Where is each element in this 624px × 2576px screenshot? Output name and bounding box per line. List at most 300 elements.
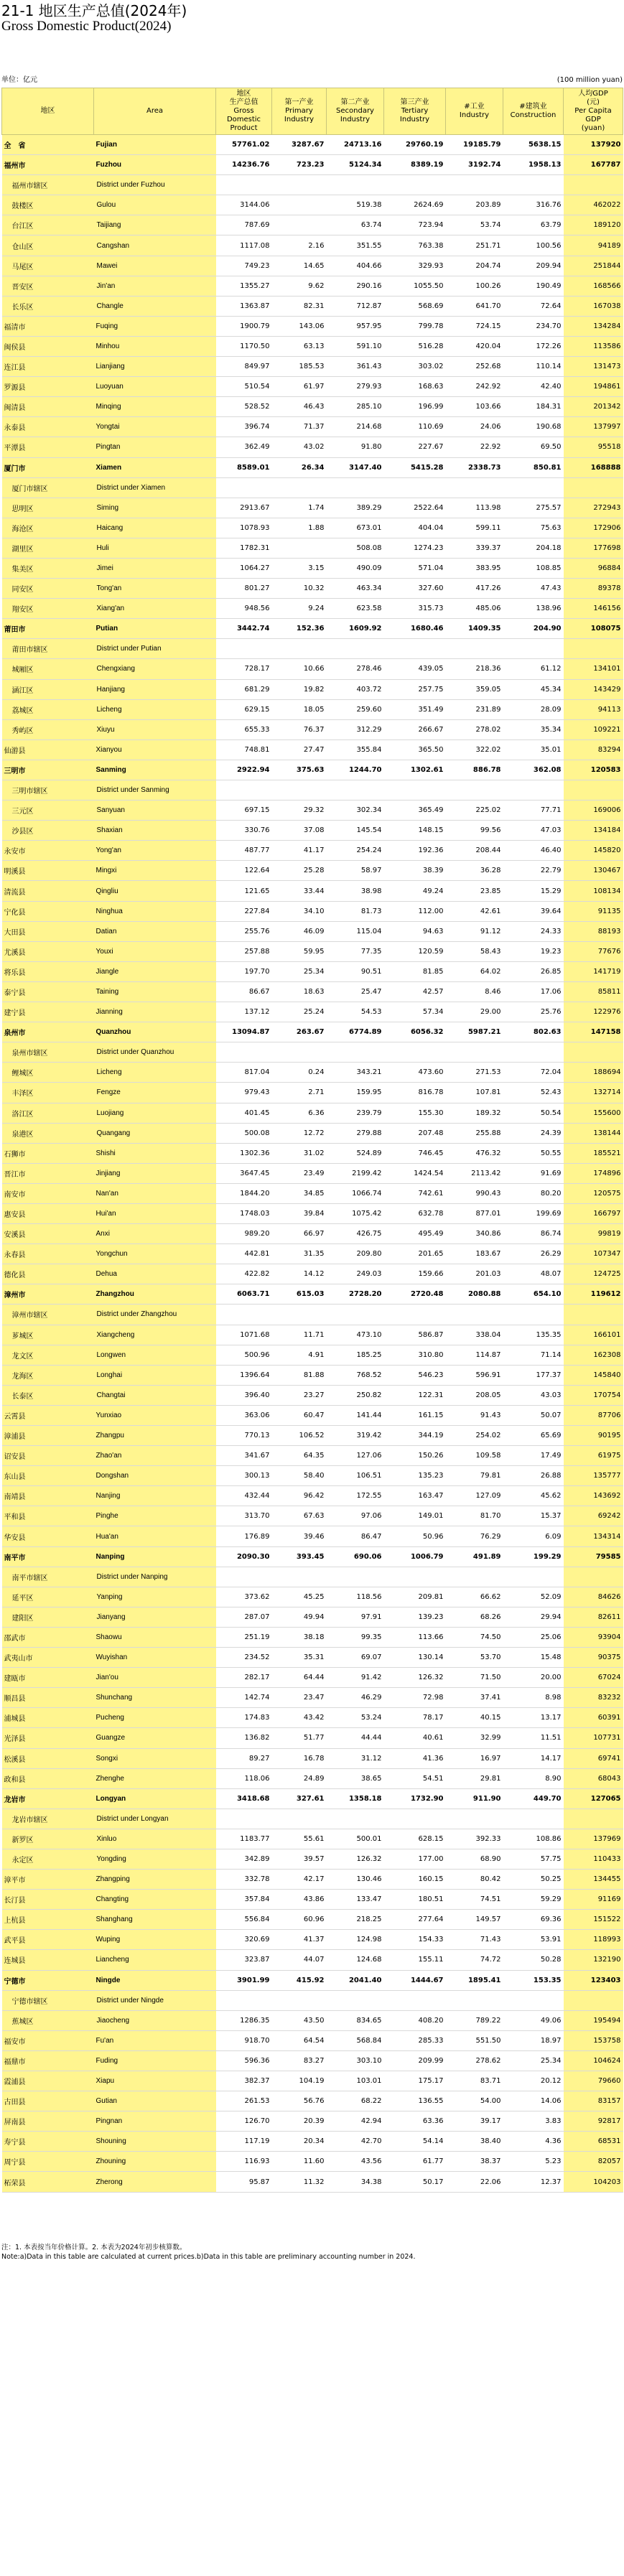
secondary-value: 2199.42 — [327, 1163, 384, 1183]
area-name-en: Jinjiang — [94, 1163, 216, 1183]
area-name-cn: 全 省 — [2, 135, 94, 155]
primary-value: 10.32 — [272, 579, 327, 599]
area-name-en: Sanming — [94, 760, 216, 780]
area-name-en: Mingxi — [94, 861, 216, 881]
gdp-value: 2913.67 — [216, 498, 272, 518]
per-capita-value: 60391 — [564, 1708, 623, 1728]
primary-value: 14.65 — [272, 256, 327, 276]
tertiary-value: 163.47 — [384, 1486, 446, 1506]
industry-value: 36.28 — [446, 861, 503, 881]
industry-value: 38.40 — [446, 2132, 503, 2152]
gdp-value: 3418.68 — [216, 1788, 272, 1809]
construction-value: 91.69 — [503, 1163, 564, 1183]
secondary-value: 38.98 — [327, 881, 384, 901]
table-row — [2, 296, 623, 316]
construction-value — [503, 1567, 564, 1587]
unit-row — [1, 76, 623, 85]
table-row — [2, 1910, 623, 1930]
construction-value: 75.63 — [503, 518, 564, 538]
table-row — [2, 1183, 623, 1203]
table-row — [2, 679, 623, 699]
industry-value: 204.74 — [446, 256, 503, 276]
area-name-cn: 芗城区 — [2, 1325, 94, 1345]
area-name-en: Fuzhou — [94, 155, 216, 175]
construction-value: 42.40 — [503, 377, 564, 397]
industry-value: 91.12 — [446, 921, 503, 941]
area-name-en: Guangze — [94, 1728, 216, 1748]
area-name-en: Luojiang — [94, 1103, 216, 1123]
area-name-cn: 建瓯市 — [2, 1668, 94, 1688]
construction-value: 20.12 — [503, 2071, 564, 2091]
primary-value: 12.72 — [272, 1123, 327, 1143]
tertiary-value — [384, 1809, 446, 1829]
gdp-value: 1071.68 — [216, 1325, 272, 1345]
area-name-en: Youxi — [94, 941, 216, 961]
industry-value: 114.87 — [446, 1345, 503, 1365]
per-capita-value: 132714 — [564, 1083, 623, 1103]
area-name-en: Shishi — [94, 1143, 216, 1163]
per-capita-value: 151522 — [564, 1910, 623, 1930]
area-name-cn: 龙文区 — [2, 1345, 94, 1365]
primary-value: 20.34 — [272, 2132, 327, 2152]
construction-value: 72.64 — [503, 296, 564, 316]
area-name-cn: 闽清县 — [2, 397, 94, 417]
gdp-value: 323.87 — [216, 1950, 272, 1970]
primary-value: 96.42 — [272, 1486, 327, 1506]
gdp-value — [216, 1990, 272, 2010]
construction-value: 24.33 — [503, 921, 564, 941]
tertiary-value: 1732.90 — [384, 1788, 446, 1809]
secondary-value: 355.84 — [327, 739, 384, 760]
header-primary: 第一产业 Primary Industry — [272, 88, 327, 135]
area-name-cn: 翔安区 — [2, 599, 94, 619]
table-row — [2, 619, 623, 639]
table-row — [2, 639, 623, 659]
gdp-value: 1302.36 — [216, 1143, 272, 1163]
tertiary-value: 41.36 — [384, 1748, 446, 1768]
tertiary-value: 122.31 — [384, 1385, 446, 1405]
industry-value: 359.05 — [446, 679, 503, 699]
area-name-en: Taijiang — [94, 215, 216, 235]
per-capita-value: 132190 — [564, 1950, 623, 1970]
area-name-cn: 漳州市辖区 — [2, 1305, 94, 1325]
primary-value — [272, 1042, 327, 1063]
tertiary-value: 746.45 — [384, 1143, 446, 1163]
table-row — [2, 659, 623, 679]
construction-value: 26.85 — [503, 961, 564, 981]
industry-value: 19185.79 — [446, 135, 503, 155]
primary-value: 615.03 — [272, 1284, 327, 1305]
table-row — [2, 336, 623, 356]
secondary-value: 249.03 — [327, 1264, 384, 1284]
construction-value: 13.17 — [503, 1708, 564, 1728]
area-name-cn: 邵武市 — [2, 1627, 94, 1647]
area-name-cn: 浦城县 — [2, 1708, 94, 1728]
secondary-value: 490.09 — [327, 558, 384, 578]
construction-value: 35.01 — [503, 739, 564, 760]
gdp-value: 86.67 — [216, 981, 272, 1002]
area-name-cn: 罗源县 — [2, 377, 94, 397]
industry-value: 83.71 — [446, 2071, 503, 2091]
table-row — [2, 841, 623, 861]
construction-value: 50.07 — [503, 1405, 564, 1425]
construction-value: 199.29 — [503, 1546, 564, 1567]
gdp-value: 1363.87 — [216, 296, 272, 316]
area-name-cn: 南靖县 — [2, 1486, 94, 1506]
area-name-en: Quanzhou — [94, 1022, 216, 1042]
table-body — [2, 135, 623, 2193]
tertiary-value: 120.59 — [384, 941, 446, 961]
gdp-value: 176.89 — [216, 1526, 272, 1546]
table-row — [2, 437, 623, 457]
gdp-value: 136.82 — [216, 1728, 272, 1748]
area-name-cn: 漳浦县 — [2, 1426, 94, 1446]
construction-value: 11.51 — [503, 1728, 564, 1748]
primary-value — [272, 175, 327, 195]
tertiary-value: 628.15 — [384, 1829, 446, 1849]
tertiary-value: 329.93 — [384, 256, 446, 276]
table-row — [2, 1103, 623, 1123]
construction-value: 52.09 — [503, 1587, 564, 1607]
tertiary-value: 177.00 — [384, 1849, 446, 1869]
gdp-value — [216, 780, 272, 801]
per-capita-value — [564, 780, 623, 801]
industry-value: 22.06 — [446, 2172, 503, 2192]
area-name-cn: 柘荣县 — [2, 2172, 94, 2192]
tertiary-value: 196.99 — [384, 397, 446, 417]
per-capita-value: 82057 — [564, 2152, 623, 2172]
tertiary-value: 135.23 — [384, 1466, 446, 1486]
table-row — [2, 377, 623, 397]
area-name-en: Putian — [94, 619, 216, 639]
construction-value — [503, 780, 564, 801]
industry-value: 2113.42 — [446, 1163, 503, 1183]
industry-value: 22.92 — [446, 437, 503, 457]
gdp-value: 95.87 — [216, 2172, 272, 2192]
secondary-value: 141.44 — [327, 1405, 384, 1425]
title-chinese: 21-1 地区生产总值(2024年) — [1, 2, 187, 19]
gdp-value: 3901.99 — [216, 1970, 272, 1990]
table-row — [2, 397, 623, 417]
gdp-value: 1844.20 — [216, 1183, 272, 1203]
area-name-en: District under Quanzhou — [94, 1042, 216, 1063]
industry-value: 39.17 — [446, 2111, 503, 2132]
industry-value — [446, 175, 503, 195]
tertiary-value: 159.66 — [384, 1264, 446, 1284]
area-name-cn: 宁化县 — [2, 901, 94, 921]
table-row — [2, 1526, 623, 1546]
area-name-cn: 新罗区 — [2, 1829, 94, 1849]
area-name-cn: 南平市辖区 — [2, 1567, 94, 1587]
tertiary-value: 571.04 — [384, 558, 446, 578]
gdp-value: 979.43 — [216, 1083, 272, 1103]
gdp-value: 362.49 — [216, 437, 272, 457]
table-row — [2, 2050, 623, 2071]
primary-value — [272, 538, 327, 558]
secondary-value — [327, 780, 384, 801]
primary-value: 43.42 — [272, 1708, 327, 1728]
secondary-value: 250.82 — [327, 1385, 384, 1405]
industry-value: 724.15 — [446, 316, 503, 336]
secondary-value: 124.68 — [327, 1950, 384, 1970]
tertiary-value: 763.38 — [384, 235, 446, 256]
gdp-value: 681.29 — [216, 679, 272, 699]
construction-value — [503, 1042, 564, 1063]
area-name-cn: 建宁县 — [2, 1002, 94, 1022]
tertiary-value: 57.34 — [384, 1002, 446, 1022]
tertiary-value: 277.64 — [384, 1910, 446, 1930]
area-name-cn: 上杭县 — [2, 1910, 94, 1930]
construction-value: 26.88 — [503, 1466, 564, 1486]
per-capita-value: 109221 — [564, 719, 623, 739]
table-row — [2, 155, 623, 175]
primary-value: 29.32 — [272, 801, 327, 821]
industry-value: 208.44 — [446, 841, 503, 861]
table-row — [2, 1143, 623, 1163]
area-name-cn: 将乐县 — [2, 961, 94, 981]
primary-value: 723.23 — [272, 155, 327, 175]
primary-value: 76.37 — [272, 719, 327, 739]
industry-value: 53.70 — [446, 1648, 503, 1668]
footnotes — [1, 2243, 623, 2262]
table-row — [2, 1546, 623, 1567]
primary-value: 18.63 — [272, 981, 327, 1002]
table-row — [2, 2152, 623, 2172]
area-name-cn: 石狮市 — [2, 1143, 94, 1163]
primary-value: 327.61 — [272, 1788, 327, 1809]
table-row — [2, 1264, 623, 1284]
table-row — [2, 2132, 623, 2152]
secondary-value — [327, 175, 384, 195]
tertiary-value: 344.19 — [384, 1426, 446, 1446]
industry-value: 338.04 — [446, 1325, 503, 1345]
primary-value: 9.62 — [272, 276, 327, 296]
industry-value: 109.58 — [446, 1446, 503, 1466]
table-row — [2, 1385, 623, 1405]
secondary-value: 97.06 — [327, 1506, 384, 1526]
tertiary-value: 150.26 — [384, 1446, 446, 1466]
area-name-en: Jimei — [94, 558, 216, 578]
gdp-value: 118.06 — [216, 1768, 272, 1788]
primary-value: 24.89 — [272, 1768, 327, 1788]
gdp-value: 234.52 — [216, 1648, 272, 1668]
secondary-value: 302.34 — [327, 801, 384, 821]
industry-value: 99.56 — [446, 821, 503, 841]
construction-value: 53.91 — [503, 1930, 564, 1950]
area-name-en: Qingliu — [94, 881, 216, 901]
tertiary-value: 2624.69 — [384, 195, 446, 215]
secondary-value: 519.38 — [327, 195, 384, 215]
area-name-en: Anxi — [94, 1224, 216, 1244]
area-name-cn: 漳州市 — [2, 1284, 94, 1305]
per-capita-value: 174896 — [564, 1163, 623, 1183]
per-capita-value: 162308 — [564, 1345, 623, 1365]
construction-value: 5.23 — [503, 2152, 564, 2172]
area-name-en: Minqing — [94, 397, 216, 417]
table-row — [2, 739, 623, 760]
per-capita-value: 194861 — [564, 377, 623, 397]
area-name-en: Jian'ou — [94, 1668, 216, 1688]
tertiary-value — [384, 1567, 446, 1587]
primary-value: 71.37 — [272, 417, 327, 437]
area-name-cn: 洛江区 — [2, 1103, 94, 1123]
area-name-en: Longhai — [94, 1365, 216, 1385]
secondary-value: 463.34 — [327, 579, 384, 599]
secondary-value: 34.38 — [327, 2172, 384, 2192]
gdp-value: 1748.03 — [216, 1203, 272, 1223]
table-row — [2, 1950, 623, 1970]
construction-value: 28.09 — [503, 699, 564, 719]
industry-value: 340.86 — [446, 1224, 503, 1244]
table-row — [2, 1708, 623, 1728]
industry-value: 251.71 — [446, 235, 503, 256]
tertiary-value: 50.96 — [384, 1526, 446, 1546]
area-name-cn: 涵江区 — [2, 679, 94, 699]
secondary-value: 124.98 — [327, 1930, 384, 1950]
industry-value: 1409.35 — [446, 619, 503, 639]
gdp-value: 487.77 — [216, 841, 272, 861]
per-capita-value: 166101 — [564, 1325, 623, 1345]
gdp-value: 3647.45 — [216, 1163, 272, 1183]
table-row — [2, 881, 623, 901]
area-name-en: Shaxian — [94, 821, 216, 841]
industry-value: 3192.74 — [446, 155, 503, 175]
area-name-en: Shanghang — [94, 1910, 216, 1930]
primary-value: 2.71 — [272, 1083, 327, 1103]
gdp-value: 261.53 — [216, 2091, 272, 2111]
primary-value: 20.39 — [272, 2111, 327, 2132]
gdp-value: 2090.30 — [216, 1546, 272, 1567]
per-capita-value: 153758 — [564, 2030, 623, 2050]
tertiary-value: 1055.50 — [384, 276, 446, 296]
area-name-en: Shouning — [94, 2132, 216, 2152]
industry-value: 990.43 — [446, 1183, 503, 1203]
gdp-value: 255.76 — [216, 921, 272, 941]
secondary-value: 361.43 — [327, 357, 384, 377]
primary-value — [272, 215, 327, 235]
table-row — [2, 2071, 623, 2091]
construction-value: 190.49 — [503, 276, 564, 296]
secondary-value: 185.25 — [327, 1345, 384, 1365]
secondary-value: 99.35 — [327, 1627, 384, 1647]
secondary-value: 214.68 — [327, 417, 384, 437]
per-capita-value: 134455 — [564, 1870, 623, 1890]
industry-value: 79.81 — [446, 1466, 503, 1486]
table-row — [2, 457, 623, 477]
construction-value: 8.90 — [503, 1768, 564, 1788]
gdp-value: 817.04 — [216, 1063, 272, 1083]
gdp-value: 432.44 — [216, 1486, 272, 1506]
table-row — [2, 901, 623, 921]
area-name-en: Jiaocheng — [94, 2010, 216, 2030]
area-name-cn: 长乐区 — [2, 296, 94, 316]
construction-value: 135.35 — [503, 1325, 564, 1345]
tertiary-value: 586.87 — [384, 1325, 446, 1345]
industry-value: 383.95 — [446, 558, 503, 578]
primary-value: 104.19 — [272, 2071, 327, 2091]
primary-value: 43.02 — [272, 437, 327, 457]
table-row — [2, 1325, 623, 1345]
area-name-en: Zhao'an — [94, 1446, 216, 1466]
table-row — [2, 518, 623, 538]
area-name-cn: 泰宁县 — [2, 981, 94, 1002]
industry-value: 37.41 — [446, 1688, 503, 1708]
area-name-cn: 厦门市辖区 — [2, 477, 94, 498]
primary-value: 63.13 — [272, 336, 327, 356]
industry-value: 420.04 — [446, 336, 503, 356]
table-row — [2, 1829, 623, 1849]
tertiary-value — [384, 1042, 446, 1063]
per-capita-value: 167787 — [564, 155, 623, 175]
gdp-value: 770.13 — [216, 1426, 272, 1446]
gdp-value: 989.20 — [216, 1224, 272, 1244]
table-row — [2, 801, 623, 821]
gdp-value: 1183.77 — [216, 1829, 272, 1849]
construction-value: 72.04 — [503, 1063, 564, 1083]
gdp-value: 320.69 — [216, 1930, 272, 1950]
area-name-en: District under Ningde — [94, 1990, 216, 2010]
secondary-value: 312.29 — [327, 719, 384, 739]
area-name-cn: 福州市 — [2, 155, 94, 175]
secondary-value: 63.74 — [327, 215, 384, 235]
table-row — [2, 1890, 623, 1910]
area-name-en: Hui'an — [94, 1203, 216, 1223]
gdp-value: 8589.01 — [216, 457, 272, 477]
table-row — [2, 1970, 623, 1990]
primary-value: 4.91 — [272, 1345, 327, 1365]
area-name-cn: 建阳区 — [2, 1607, 94, 1627]
industry-value: 74.51 — [446, 1890, 503, 1910]
construction-value: 204.18 — [503, 538, 564, 558]
construction-value: 802.63 — [503, 1022, 564, 1042]
tertiary-value: 40.61 — [384, 1728, 446, 1748]
per-capita-value: 88193 — [564, 921, 623, 941]
construction-value: 48.07 — [503, 1264, 564, 1284]
primary-value: 60.47 — [272, 1405, 327, 1425]
area-name-cn: 古田县 — [2, 2091, 94, 2111]
gdp-value: 528.52 — [216, 397, 272, 417]
footnote-english: Note:a)Data in this table are calculated at current prices.b)Data in this table are preliminary accounting number in 2024. — [1, 2252, 416, 2261]
area-name-cn: 晋安区 — [2, 276, 94, 296]
industry-value — [446, 1809, 503, 1829]
area-name-en: Yong'an — [94, 841, 216, 861]
industry-value: 203.89 — [446, 195, 503, 215]
table-row — [2, 1002, 623, 1022]
tertiary-value: 1006.79 — [384, 1546, 446, 1567]
per-capita-value: 147158 — [564, 1022, 623, 1042]
area-name-cn: 闽侯县 — [2, 336, 94, 356]
tertiary-value: 112.00 — [384, 901, 446, 921]
area-name-cn: 海沧区 — [2, 518, 94, 538]
construction-value: 69.36 — [503, 1910, 564, 1930]
construction-value: 209.94 — [503, 256, 564, 276]
gdp-value — [216, 1305, 272, 1325]
area-name-cn: 福鼎市 — [2, 2050, 94, 2071]
primary-value: 55.61 — [272, 1829, 327, 1849]
construction-value: 71.14 — [503, 1345, 564, 1365]
area-name-cn: 尤溪县 — [2, 941, 94, 961]
construction-value: 50.55 — [503, 1143, 564, 1163]
industry-value — [446, 477, 503, 498]
tertiary-value: 209.81 — [384, 1587, 446, 1607]
area-name-cn: 寿宁县 — [2, 2132, 94, 2152]
construction-value: 43.03 — [503, 1385, 564, 1405]
area-name-cn: 大田县 — [2, 921, 94, 941]
area-name-en: Zhenghe — [94, 1768, 216, 1788]
per-capita-value: 94189 — [564, 235, 623, 256]
table-row — [2, 861, 623, 881]
secondary-value: 1244.70 — [327, 760, 384, 780]
